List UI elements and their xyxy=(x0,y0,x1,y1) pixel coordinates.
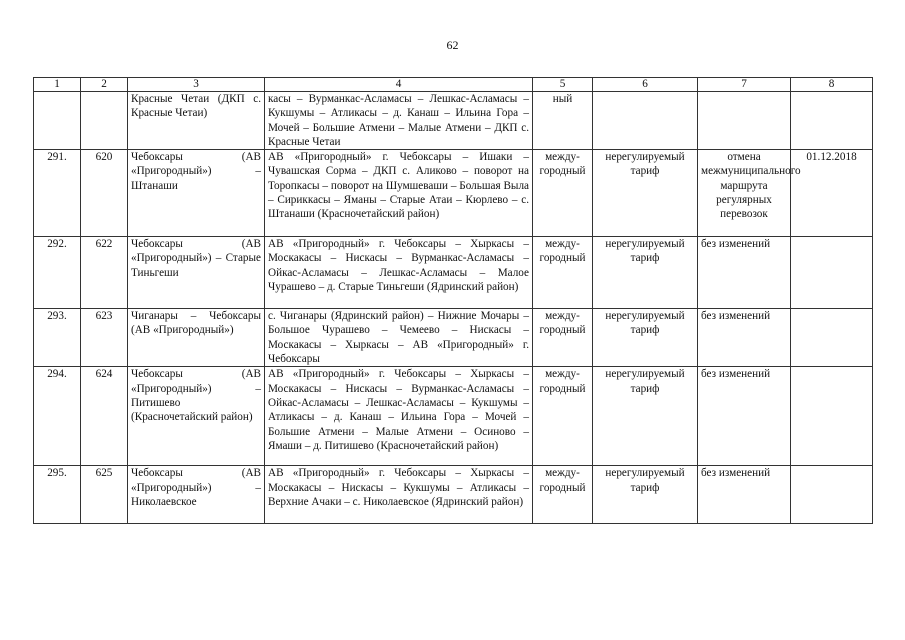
route-type: междугородный xyxy=(533,466,593,524)
route-type: ный xyxy=(533,92,593,150)
row-number: 291. xyxy=(34,150,81,237)
route-path: АВ «Пригородный» г. Чебоксары – Хыркасы – Москакасы – Нискасы – Кукшумы – Атликасы – Верхние Ачаки – с. Николаевское (Ядринский район) xyxy=(265,466,533,524)
tariff xyxy=(593,92,698,150)
route-type: междугородный xyxy=(533,367,593,466)
row-number: 295. xyxy=(34,466,81,524)
route-name: Чебоксары (АВ «Пригородный») – Штанаши xyxy=(128,150,265,237)
change-date xyxy=(791,367,873,466)
route-name: Чебоксары (АВ «Пригородный») – Николаевское xyxy=(128,466,265,524)
column-header: 8 xyxy=(791,78,873,92)
change-note: без изменений xyxy=(698,466,791,524)
row-number: 293. xyxy=(34,309,81,367)
route-name: Чебоксары (АВ «Пригородный») – Питишево (Красночетайский район) xyxy=(128,367,265,466)
route-path: АВ «Пригородный» г. Чебоксары – Хыркасы – Москакасы – Нискасы – Вурманкас-Асламасы – Ойкас-Асламасы – Лешкас-Асламасы – Малое Чурашево – д. Старые Тиньгеши (Ядринский район) xyxy=(265,237,533,309)
change-date xyxy=(791,237,873,309)
column-header: 5 xyxy=(533,78,593,92)
table-row xyxy=(34,92,873,150)
column-header: 4 xyxy=(265,78,533,92)
route-number: 622 xyxy=(81,237,128,309)
route-number: 620 xyxy=(81,150,128,237)
route-number: 625 xyxy=(81,466,128,524)
route-number: 623 xyxy=(81,309,128,367)
change-date xyxy=(791,92,873,150)
route-name: Красные Четаи (ДКП с. Красные Четаи) xyxy=(128,92,265,150)
column-header: 3 xyxy=(128,78,265,92)
column-header: 1 xyxy=(34,78,81,92)
tariff: нерегулируемый тариф xyxy=(593,466,698,524)
change-date xyxy=(791,309,873,367)
routes-table xyxy=(33,77,873,524)
table-row xyxy=(34,237,873,309)
table-row xyxy=(34,367,873,466)
change-note: без изменений xyxy=(698,237,791,309)
column-header: 2 xyxy=(81,78,128,92)
row-number xyxy=(34,92,81,150)
route-path: АВ «Пригородный» г. Чебоксары – Хыркасы – Москакасы – Нискасы – Вурманкас-Асламасы – Ойкас-Асламасы – Лешкас-Асламасы – Кукшумы – Атликасы – д. Канаш – Ильина Гора – Мочей – Большие Атмени – Малые Атмени – Осиново – Ямаши – д. Питишево (Красночетайский район) xyxy=(265,367,533,466)
row-number: 294. xyxy=(34,367,81,466)
change-note xyxy=(698,92,791,150)
route-name: Чебоксары (АВ «Пригородный») – Старые Тиньгеши xyxy=(128,237,265,309)
route-number: 624 xyxy=(81,367,128,466)
route-number xyxy=(81,92,128,150)
tariff: нерегулируемый тариф xyxy=(593,309,698,367)
change-note: отмена межмуниципального маршрута регулярных перевозок xyxy=(698,150,791,237)
route-type: междугородный xyxy=(533,309,593,367)
route-path: АВ «Пригородный» г. Чебоксары – Ишаки – Чувашская Сорма – ДКП с. Аликово – поворот на Торопкасы – поворот на Шумшеваши – Большая Выла – Сириккасы – Яманы – Старые Атаи – Кюрлево – с. Штанаши (Красночетайский район) xyxy=(265,150,533,237)
route-type: междугородный xyxy=(533,150,593,237)
tariff: нерегулируемый тариф xyxy=(593,150,698,237)
route-name: Чиганары – Чебоксары (АВ «Пригородный») xyxy=(128,309,265,367)
change-note: без изменений xyxy=(698,309,791,367)
table-row xyxy=(34,466,873,524)
header-row xyxy=(34,78,873,92)
row-number: 292. xyxy=(34,237,81,309)
tariff: нерегулируемый тариф xyxy=(593,237,698,309)
change-date: 01.12.2018 xyxy=(791,150,873,237)
page-number: 62 xyxy=(446,38,459,52)
change-date xyxy=(791,466,873,524)
table-row xyxy=(34,309,873,367)
column-header: 7 xyxy=(698,78,791,92)
route-path: касы – Вурманкас-Асламасы – Лешкас-Асламасы – Кукшумы – Атликасы – д. Канаш – Ильина Гора – Мочей – Большие Атмени – Малые Атмени – ДКП с. Красные Четаи xyxy=(265,92,533,150)
table-row xyxy=(34,150,873,237)
route-type: междугородный xyxy=(533,237,593,309)
tariff: нерегулируемый тариф xyxy=(593,367,698,466)
change-note: без изменений xyxy=(698,367,791,466)
route-path: с. Чиганары (Ядринский район) – Нижние Мочары – Большое Чурашево – Чемеево – Нискасы – Москакасы – Хыркасы – АВ «Пригородный» г. Чебоксары xyxy=(265,309,533,367)
column-header: 6 xyxy=(593,78,698,92)
